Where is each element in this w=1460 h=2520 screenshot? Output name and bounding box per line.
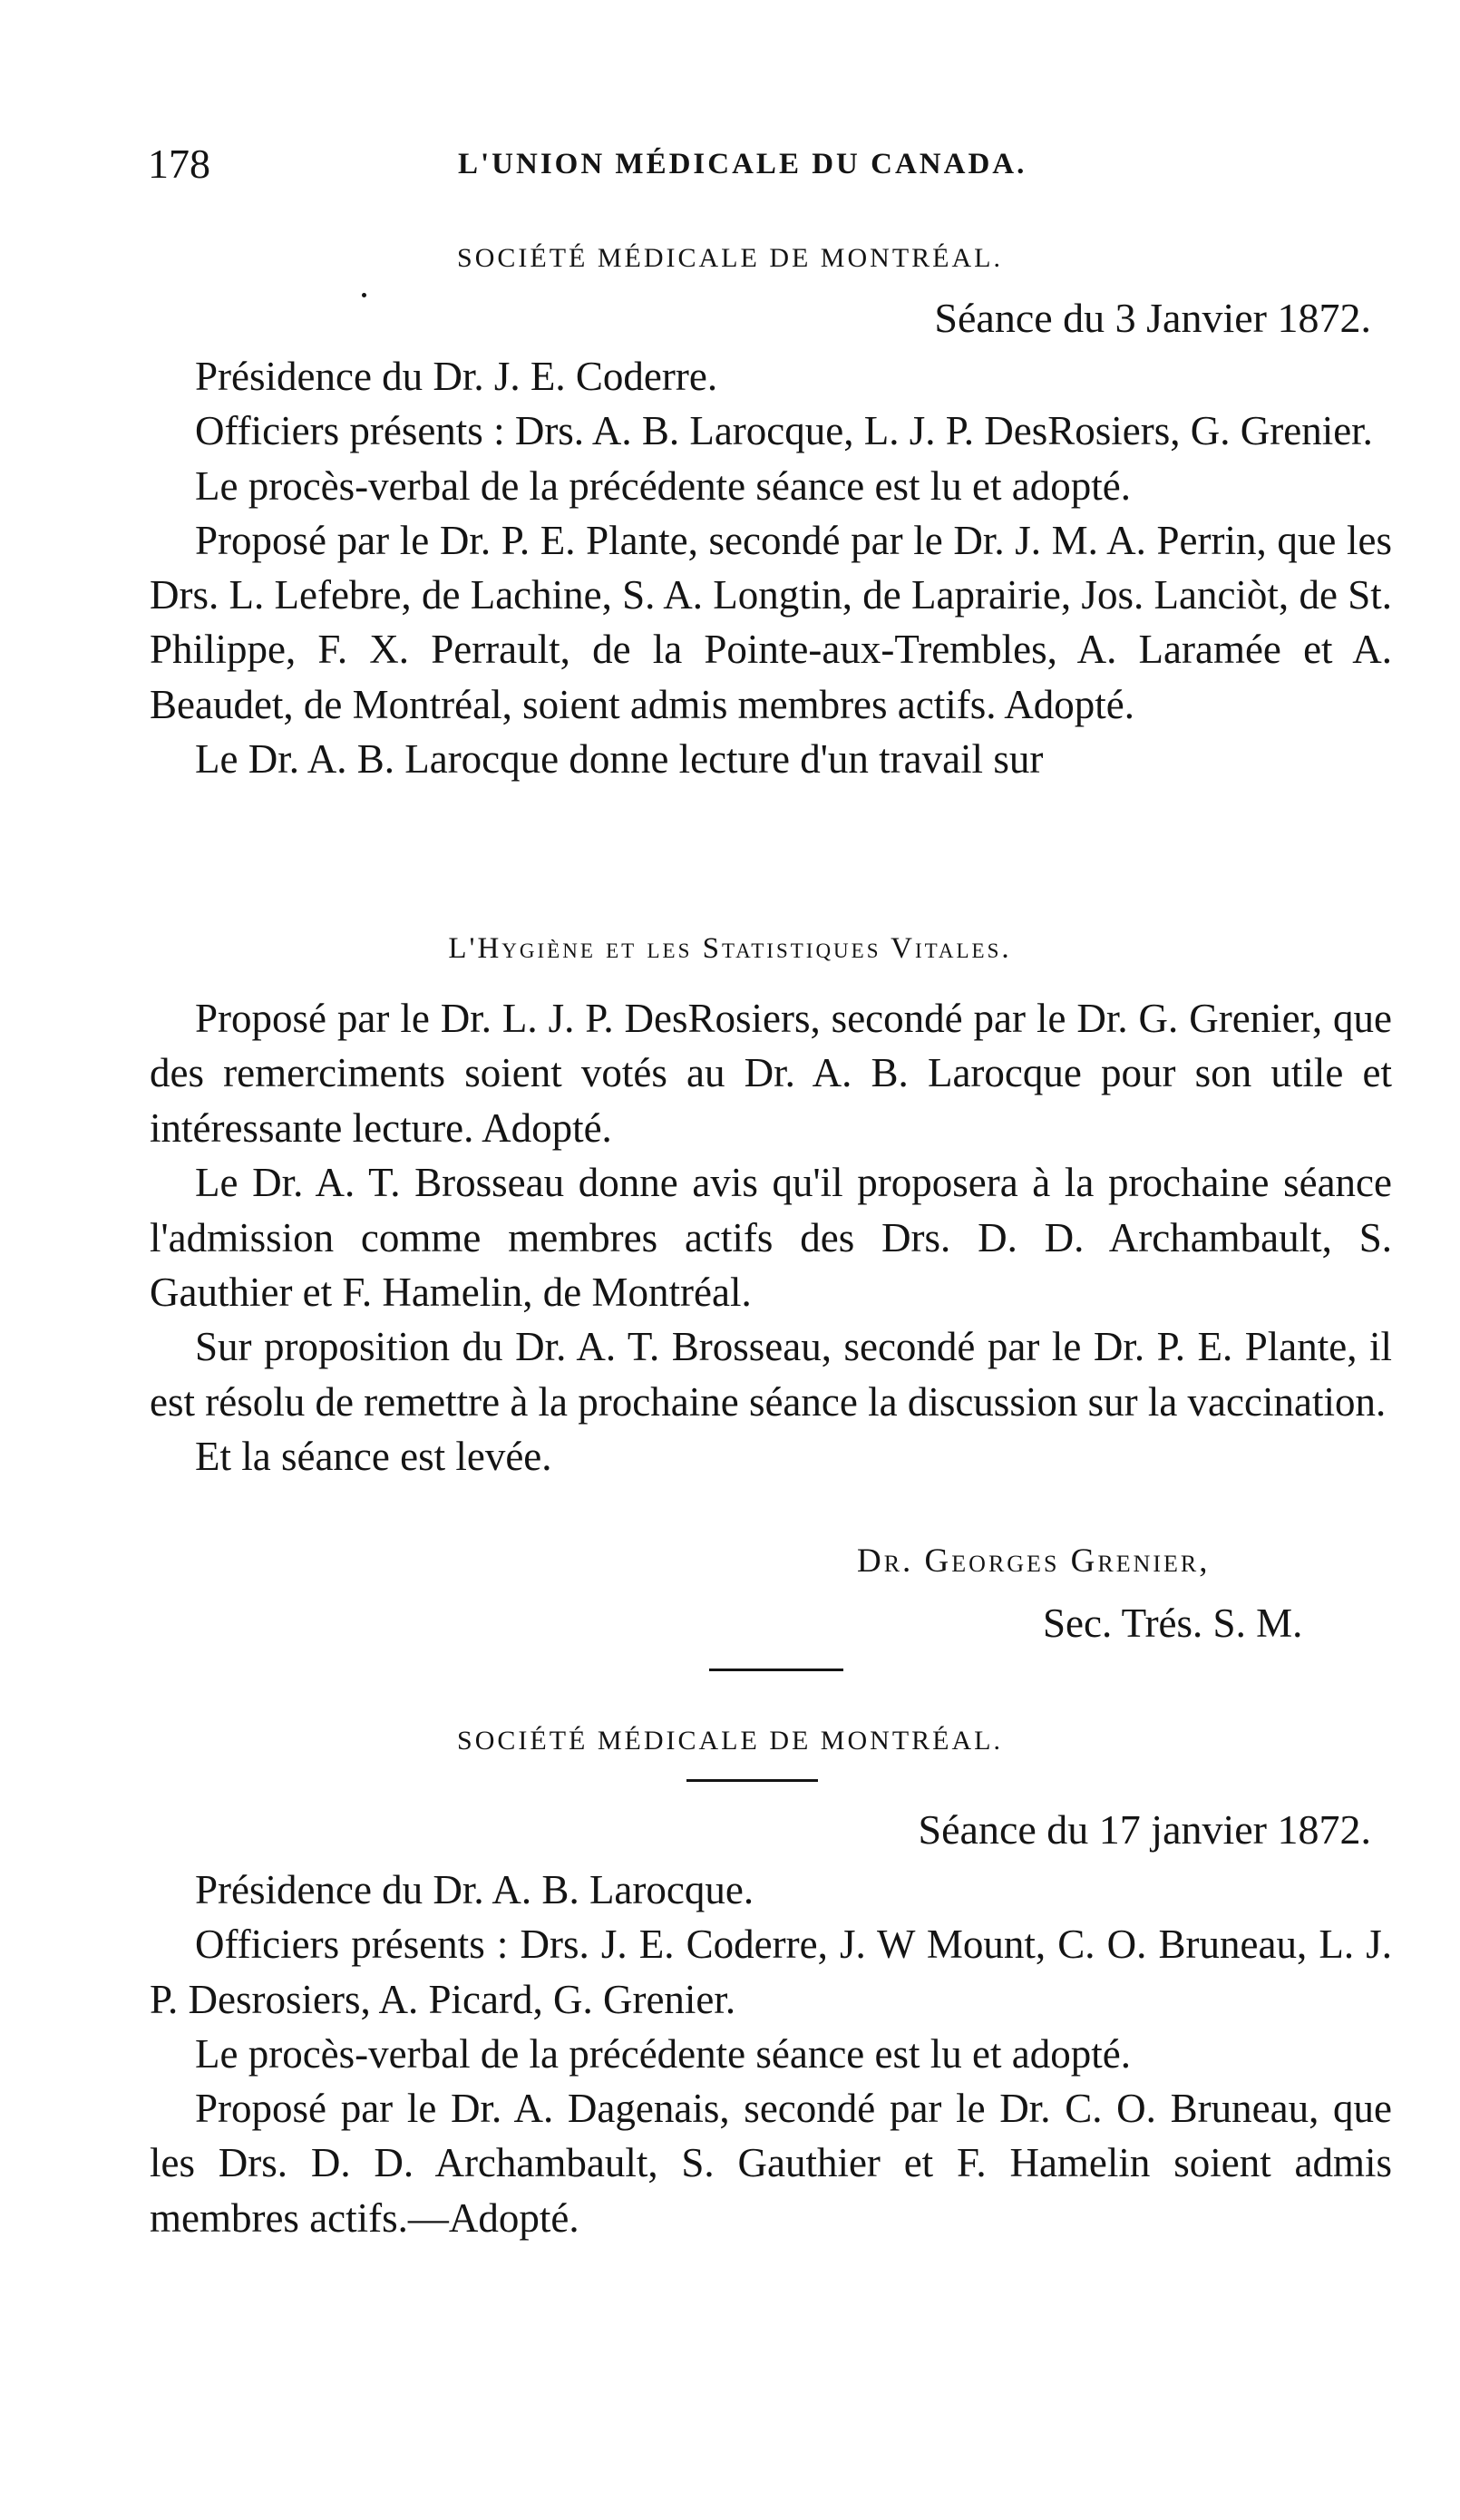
heading-underline	[686, 1779, 818, 1782]
signature-name: Dr. Georges Grenier,	[857, 1542, 1211, 1580]
paragraph: Le procès-verbal de la précédente séance est lu et adopté.	[195, 462, 1131, 509]
paragraph: Et la séance est levée.	[195, 1434, 552, 1480]
lecture-title: L'Hygiène et les Statistiques Vitales.	[448, 932, 1012, 965]
signature-title: Sec. Trés. S. M.	[1043, 1601, 1303, 1646]
print-speck	[362, 293, 366, 297]
paragraph: Le procès-verbal de la précédente séance est lu et adopté.	[195, 2030, 1131, 2077]
meeting-date: Séance du 17 janvier 1872.	[918, 1806, 1371, 1853]
section-divider	[709, 1669, 843, 1671]
minutes-text-continued	[150, 991, 1392, 1484]
page-number: 178	[148, 141, 210, 187]
paragraph: Proposé par le Dr. A. Dagenais, secondé par le Dr. C. O. Bruneau, que les Drs. D. D. Archambault, S. Gauthier et F. Hamelin soient admis membres actifs.—Adopté.	[150, 2086, 1392, 2241]
paragraph: Sur proposition du Dr. A. T. Brosseau, secondé par le Dr. P. E. Plante, il est résolu de remettre à la prochaine séance la discussion sur la vaccination.	[150, 1324, 1392, 1425]
meeting-date: Séance du 3 Janvier 1872.	[934, 295, 1371, 341]
paragraph: Le Dr. A. T. Brosseau donne avis qu'il proposera à la prochaine séance l'admission comme membres actifs des Drs. D. D. Archambault, S. Gauthier et F. Hamelin, de Montréal.	[150, 1160, 1392, 1316]
paragraph: Officiers présents : Drs. A. B. Larocque, L. J. P. DesRosiers, G. Grenier.	[195, 408, 1373, 454]
society-heading: SOCIÉTÉ MÉDICALE DE MONTRÉAL.	[457, 243, 1003, 273]
paragraph: Proposé par le Dr. P. E. Plante, secondé par le Dr. J. M. A. Perrin, que les Drs. L. Lefebre, de Lachine, S. A. Longtin, de Laprairie, Jos. Lanciòt, de St. Philippe, F. X. Perrault, de la Pointe-aux-Trembles, A. Laramée et A. Beaudet, de Montréal, soient admis membres actifs. Adopté.	[150, 517, 1392, 727]
running-head: L'UNION MÉDICALE DU CANADA.	[458, 148, 1027, 180]
paragraph: Proposé par le Dr. L. J. P. DesRosiers, secondé par le Dr. G. Grenier, que des remerciments soient votés au Dr. A. B. Larocque pour son utile et intéressante lecture. Adopté.	[150, 996, 1392, 1151]
paragraph: Le Dr. A. B. Larocque donne lecture d'un travail sur	[195, 736, 1044, 783]
society-heading: SOCIÉTÉ MÉDICALE DE MONTRÉAL.	[457, 1726, 1003, 1756]
paragraph: Présidence du Dr. J. E. Coderre.	[195, 354, 718, 399]
paragraph: Officiers présents : Drs. J. E. Coderre, J. W Mount, C. O. Bruneau, L. J. P. Desrosiers, A. Picard, G. Grenier.	[150, 1922, 1392, 2022]
minutes-text	[150, 349, 1392, 786]
minutes-text	[150, 1863, 1392, 2245]
paragraph: Présidence du Dr. A. B. Larocque.	[195, 1867, 754, 1912]
